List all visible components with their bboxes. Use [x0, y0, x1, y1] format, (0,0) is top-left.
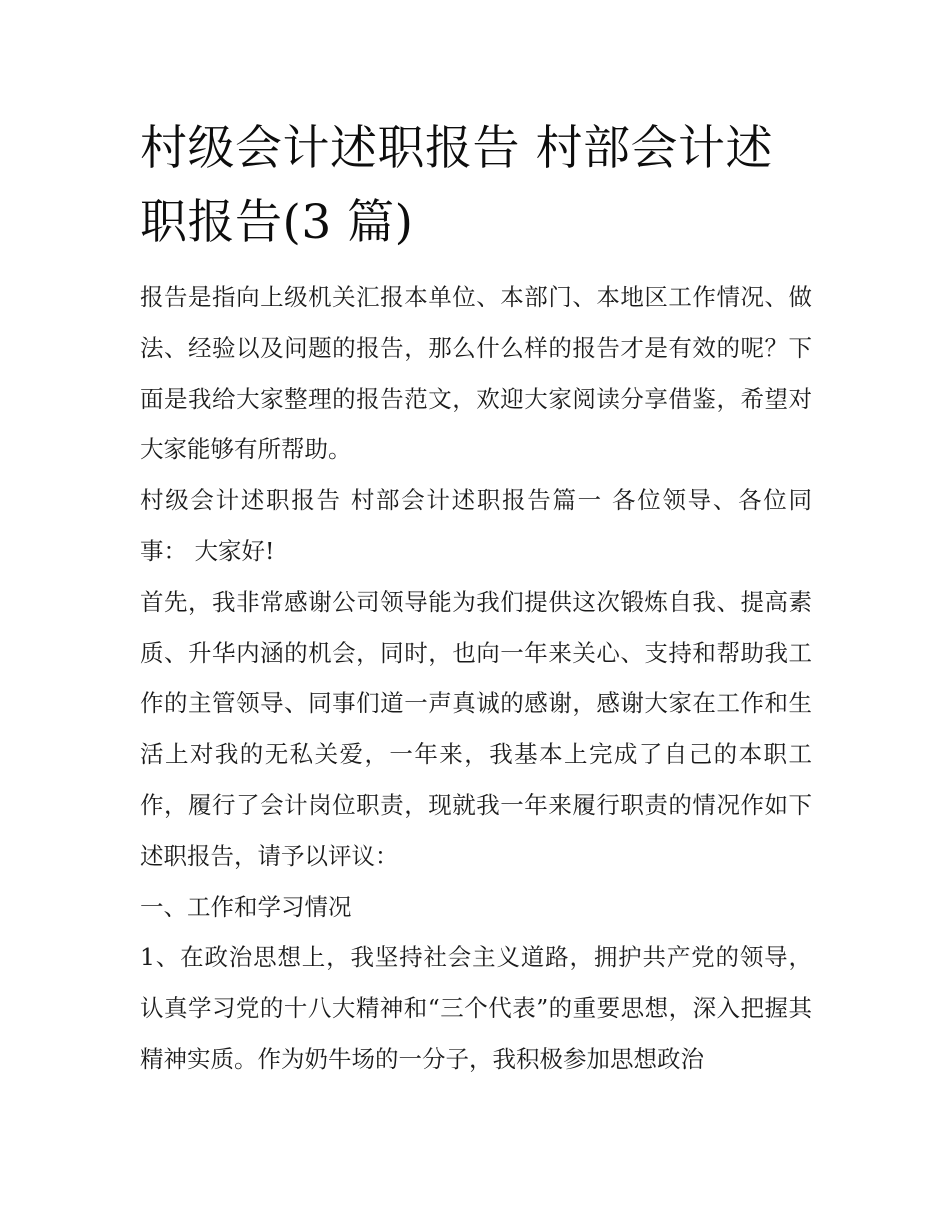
document-title: 村级会计述职报告 村部会计述职报告(3 篇): [140, 121, 773, 250]
document-content: [140, 112, 812, 1085]
intro-paragraph: 报告是指向上级机关汇报本单位、本部门、本地区工作情况、做法、经验以及问题的报告，那么什么样的报告才是有效的呢？下面是我给大家整理的报告范文，欢迎大家阅读分享借鉴，希望对大家能够有所帮助。: [140, 283, 812, 464]
section-heading-paragraph: 村级会计述职报告 村部会计述职报告篇一 各位领导、各位同事： 大家好!: [140, 486, 812, 565]
document-body: [140, 272, 812, 1085]
body-paragraph: 首先，我非常感谢公司领导能为我们提供这次锻炼自我、提高素质、升华内涵的机会，同时，也向一年来关心、支持和帮助我工作的主管领导、同事们道一声真诚的感谢，感谢大家在工作和生活上对我的无私关爱，一年来，我基本上完成了自己的本职工作，履行了会计岗位职责，现就我一年来履行职责的情况作如下述职报告，请予以评议：: [140, 587, 812, 870]
body-paragraph: 1、在政治思想上，我坚持社会主义道路，拥护共产党的领导，认真学习党的十八大精神和“三个代表”的重要思想，深入把握其精神实质。作为奶牛场的一分子，我积极参加思想政治: [140, 943, 812, 1073]
subsection-heading: 一、工作和学习情况: [140, 892, 352, 921]
